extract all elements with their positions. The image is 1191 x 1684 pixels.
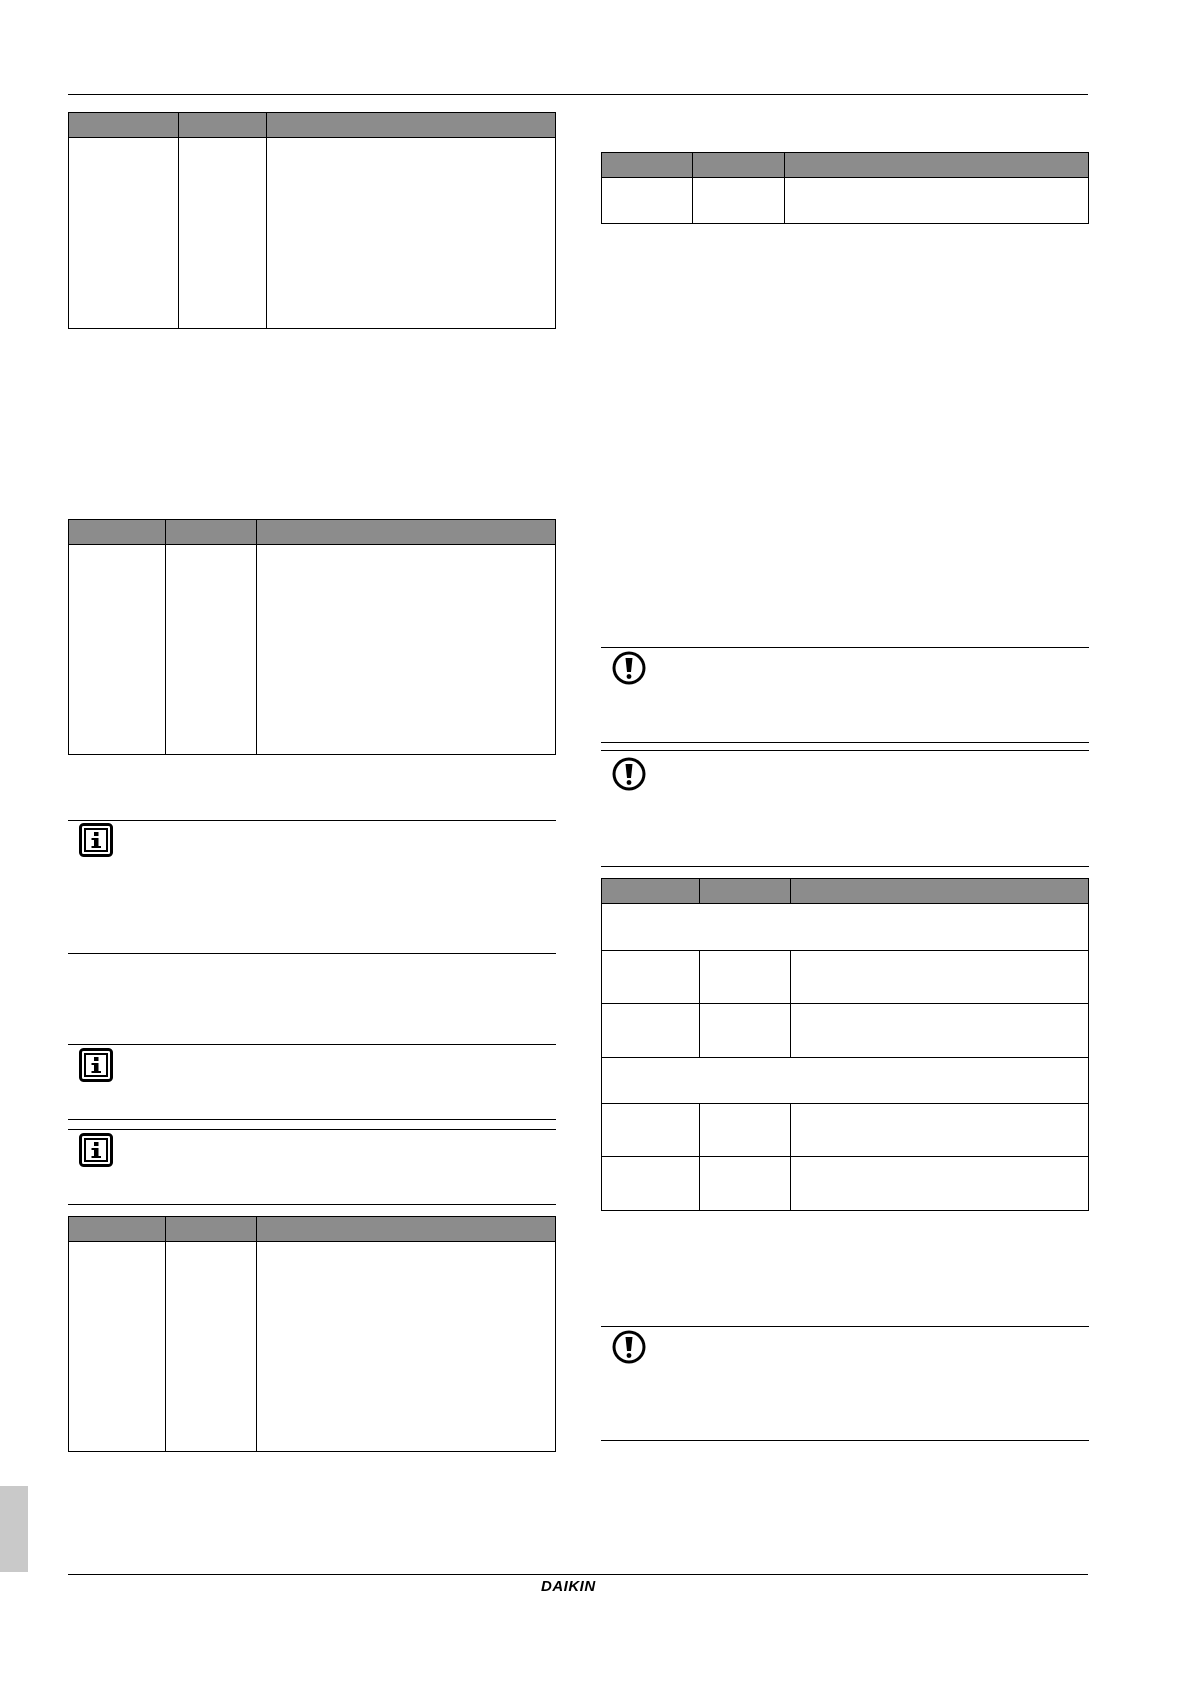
- table-group-row: [602, 1058, 1089, 1104]
- note-rule: [601, 647, 1089, 648]
- note-rule: [68, 1129, 556, 1130]
- table-4: [601, 152, 1089, 224]
- table-group-row: [602, 904, 1089, 951]
- table-2: [68, 519, 556, 755]
- table-header-row: [69, 520, 556, 545]
- table-header-row: [602, 879, 1089, 904]
- note-rule: [68, 820, 556, 821]
- note-rule: [601, 742, 1089, 743]
- info-icon: [79, 1133, 113, 1167]
- table-row: [602, 1104, 1089, 1157]
- note-rule: [601, 1326, 1089, 1327]
- table-5: [601, 878, 1089, 1211]
- info-icon: [79, 823, 113, 857]
- table-row: [602, 951, 1089, 1004]
- warning-exclamation-icon: [611, 1329, 647, 1365]
- table-row: [602, 178, 1089, 224]
- note-rule: [68, 1204, 556, 1205]
- table-row: [69, 545, 556, 755]
- table-1: [68, 112, 556, 329]
- table-header-row: [69, 1217, 556, 1242]
- table-row: [69, 1242, 556, 1452]
- note-rule: [601, 750, 1089, 751]
- brand-logo: DAIKIN: [541, 1578, 596, 1595]
- table-header-row: [602, 153, 1089, 178]
- warning-exclamation-icon: [611, 756, 647, 792]
- info-icon: [79, 1048, 113, 1082]
- footer-rule: [68, 1574, 1088, 1575]
- note-rule: [68, 1119, 556, 1120]
- note-rule: [601, 866, 1089, 867]
- table-3: [68, 1216, 556, 1452]
- note-rule: [68, 1044, 556, 1045]
- warning-exclamation-icon: [611, 650, 647, 686]
- table-row: [602, 1004, 1089, 1058]
- note-rule: [68, 953, 556, 954]
- header-rule: [68, 94, 1088, 95]
- table-header-row: [69, 113, 556, 138]
- side-tab: [0, 1486, 28, 1572]
- table-row: [602, 1157, 1089, 1211]
- note-rule: [601, 1440, 1089, 1441]
- table-row: [69, 138, 556, 329]
